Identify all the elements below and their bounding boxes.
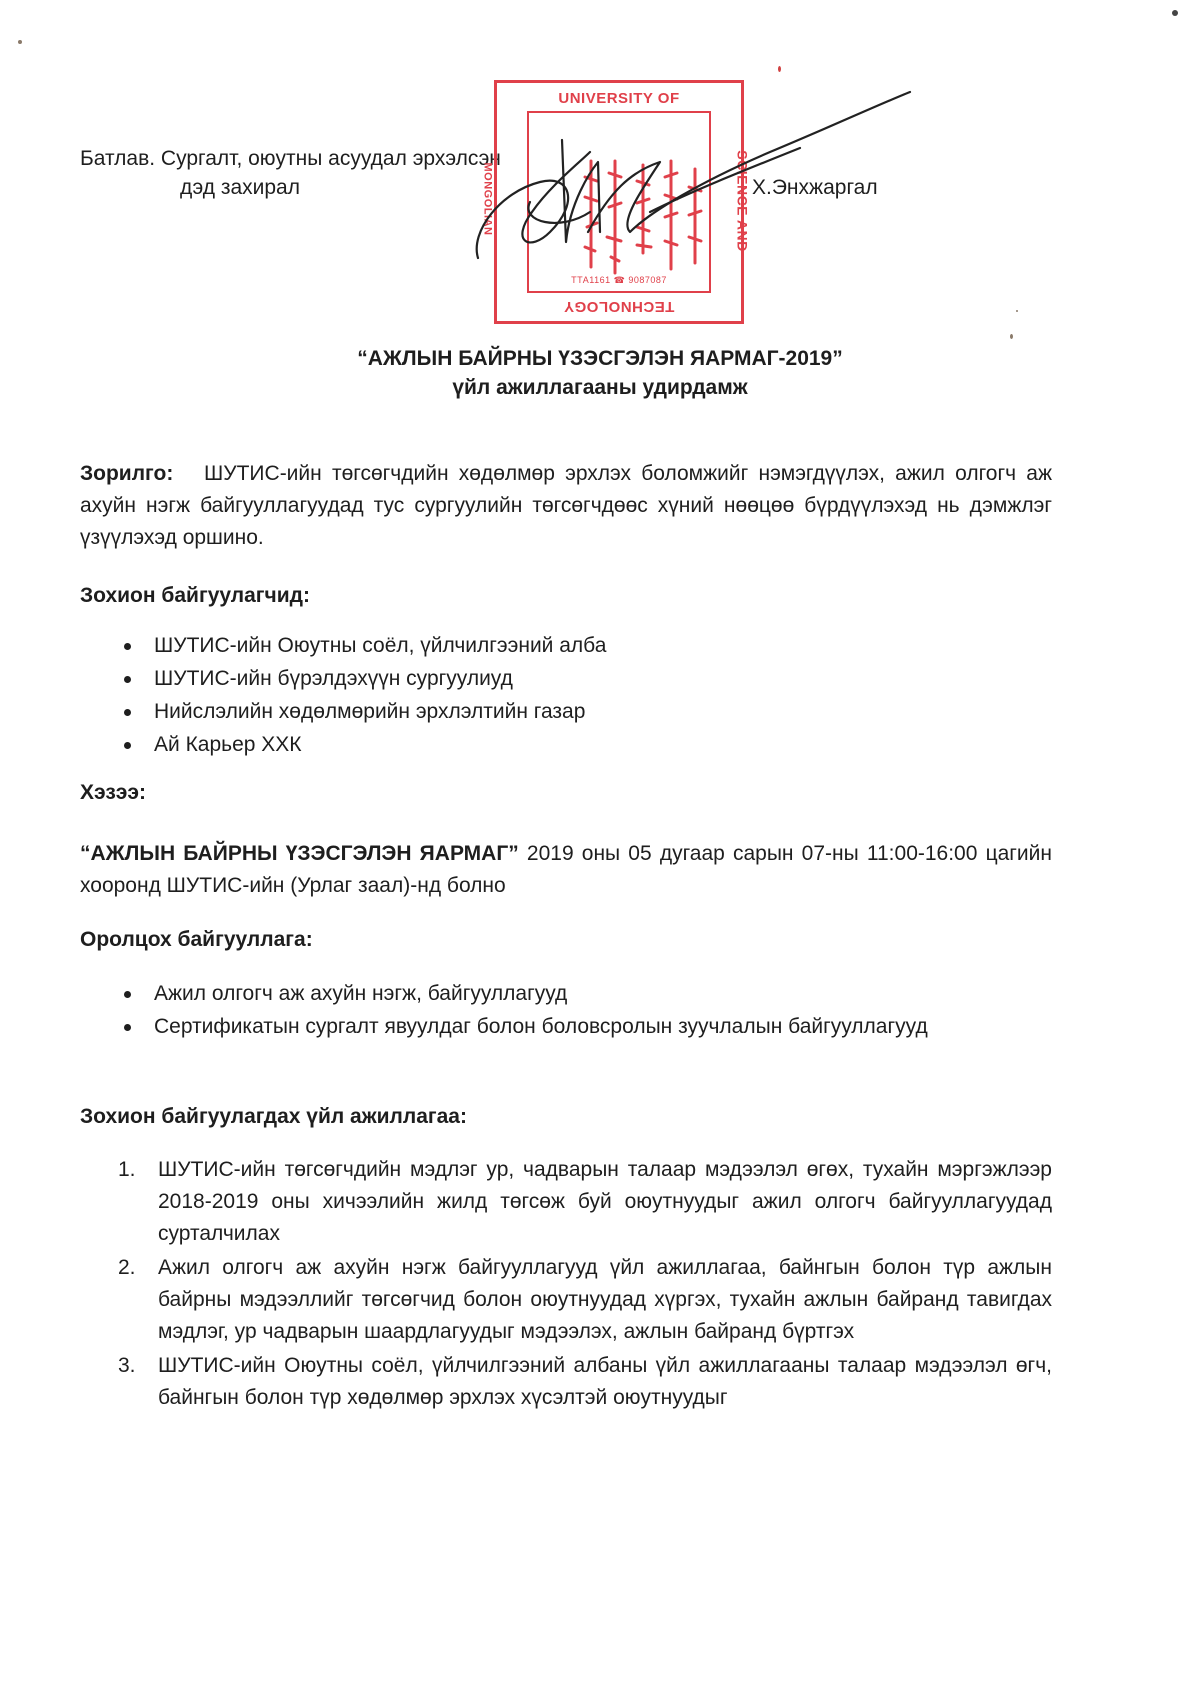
participants-heading: Оролцох байгууллага:: [80, 928, 313, 951]
participants-list: [118, 977, 1052, 1043]
list-item: ШУТИС-ийн Оюутны соёл, үйлчилгээний алба: [118, 629, 1018, 662]
item-number: 1.: [118, 1158, 136, 1181]
list-item: Ай Карьер ХХК: [118, 728, 1018, 761]
list-item: ШУТИС-ийн бүрэлдэхүүн сургуулиуд: [118, 662, 1018, 695]
item-text: ШУТИС-ийн Оюутны соёл, үйлчилгээний албаны үйл ажиллагааны талаар мэдээлэл өгч, байнгын болон түр хөдөлмөр эрхлэх хүсэлтэй оюутнуудыг: [158, 1354, 1052, 1409]
item-number: 3.: [118, 1354, 136, 1377]
list-item: Сертификатын сургалт явуулдаг болон боловсролын зуучлалын байгууллагууд: [118, 1010, 1052, 1043]
goal-text: ШУТИС-ийн төгсөгчдийн хөдөлмөр эрхлэх боломжийг нэмэгдүүлэх, ажил олгогч аж ахуйн нэгж байгууллагуудад тус сургуулийн төгсөгчдөөс хүний нөөцөө бүрдүүлэхэд нь дэмжлэг үзүүлэхэд оршино.: [80, 462, 1052, 549]
scan-speck: [1016, 310, 1018, 312]
handwritten-signature: [470, 82, 920, 282]
activities-list: [118, 1154, 1052, 1416]
when-paragraph: [80, 838, 1052, 902]
organizers-heading: Зохион байгуулагчид:: [80, 584, 310, 607]
scan-speck: [1010, 334, 1013, 339]
goal-paragraph: [80, 458, 1052, 554]
document-title: “АЖЛЫН БАЙРНЫ ҮЗЭСГЭЛЭН ЯАРМАГ-2019”: [357, 347, 843, 370]
goal-label: Зорилго:: [80, 462, 174, 485]
when-text: 2019 оны 05 дугаар сарын 07-ны 11:00-16:00 цагийн хооронд ШУТИС-ийн (Урлаг заал)-нд болно: [80, 842, 1052, 897]
scan-speck: [1172, 10, 1178, 16]
stamp-bottom-text: TECHNOLOGY: [563, 298, 675, 315]
approval-position: дэд захирал: [180, 176, 300, 199]
stamp-registration: ТТА1161 ☎ 9087087: [571, 275, 667, 285]
scan-speck: [778, 66, 781, 72]
scan-speck: [18, 40, 22, 44]
stamp-right-text: SCIENCE AND: [734, 150, 751, 252]
organizers-list: [118, 629, 1018, 761]
list-item: [118, 1154, 1052, 1250]
list-item: [118, 1252, 1052, 1348]
stamp-left-text: MONGOLIAN: [481, 162, 494, 236]
approval-title: Батлав. Сургалт, оюутны асуудал эрхэлсэн: [80, 147, 501, 170]
item-text: ШУТИС-ийн төгсөгчдийн мэдлэг ур, чадварын талаар мэдээлэл өгөх, тухайн мэргэжлээр 2018-2019 оны хичээлийн жилд төгсөж буй оюутнуудыг ажил олгогч байгууллагуудад сурталчилах: [158, 1158, 1052, 1245]
activities-heading: Зохион байгуулагдах үйл ажиллагаа:: [80, 1105, 467, 1128]
item-text: Ажил олгогч аж ахуйн нэгж байгууллагууд үйл ажиллагаа, байнгын болон түр ажлын байрны мэдээллийг төгсөгчид болон оюутнуудад хүргэх, тухайн ажлын байранд тавигдах мэдлэг, ур чадварын шаардлагуудыг мэдээлэх, ажлын байранд бүртгэх: [158, 1256, 1052, 1343]
stamp-top-text: UNIVERSITY OF: [558, 90, 680, 107]
list-item: Ажил олгогч аж ахуйн нэгж, байгууллагууд: [118, 977, 1052, 1010]
document-subtitle: үйл ажиллагааны удирдамж: [452, 376, 748, 399]
list-item: Нийслэлийн хөдөлмөрийн эрхлэлтийн газар: [118, 695, 1018, 728]
when-event-name: “АЖЛЫН БАЙРНЫ ҮЗЭСГЭЛЭН ЯАРМАГ”: [80, 842, 519, 865]
item-number: 2.: [118, 1256, 136, 1279]
when-heading: Хэзээ:: [80, 781, 146, 804]
list-item: [118, 1350, 1052, 1414]
approver-name: Х.Энхжаргал: [752, 176, 878, 199]
